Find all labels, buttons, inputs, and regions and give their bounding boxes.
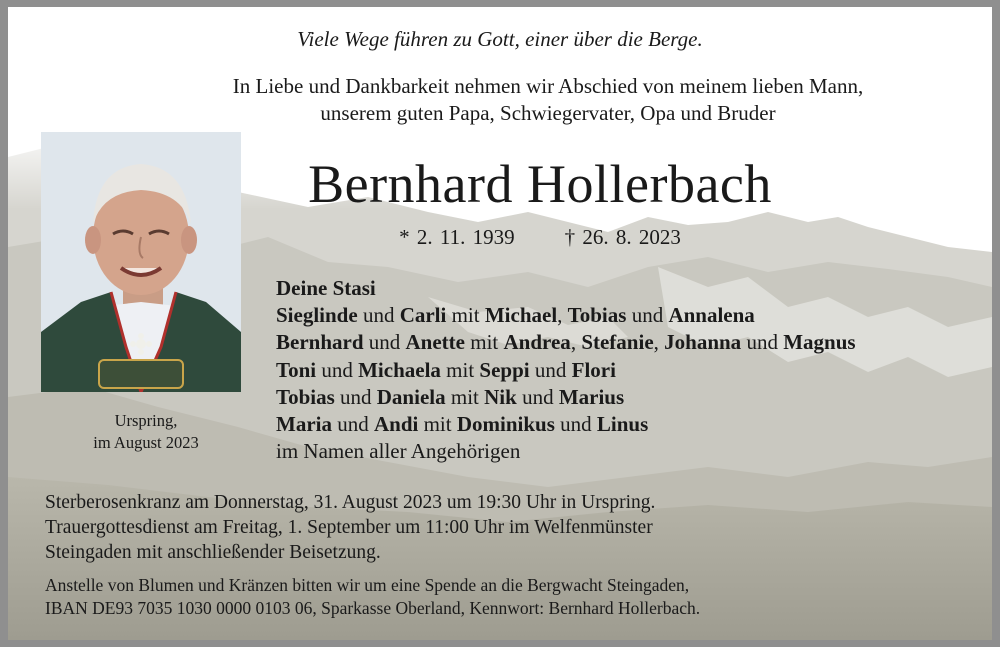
mourner-connector: und	[316, 357, 359, 382]
mourner-connector: und	[554, 412, 597, 437]
motto: Viele Wege führen zu Gott, einer über die Berge.	[297, 27, 703, 51]
service-line: Steingaden mit anschließender Beisetzung.	[45, 542, 381, 563]
mourner-line	[276, 438, 856, 465]
donation-info	[45, 574, 700, 620]
mourners-list	[276, 275, 856, 465]
mourner-name: Nik	[484, 384, 517, 409]
mourner-connector: mit	[465, 330, 504, 355]
mourner-connector: und	[334, 384, 377, 409]
mourner-name: Tobias	[567, 303, 627, 328]
deceased-name: Bernhard Hollerbach	[308, 154, 772, 214]
donation-line: IBAN DE93 7035 1030 0000 0103 06, Sparkasse Oberland, Kennwort: Bernhard Hollerbach.	[45, 598, 701, 618]
mourner-connector: ,	[653, 330, 665, 355]
mourner-name: Andrea	[503, 330, 571, 355]
life-dates	[270, 225, 810, 250]
mourner-connector: mit	[440, 357, 480, 382]
mourner-name: Michaela	[358, 357, 441, 382]
mourner-name: Johanna	[664, 330, 742, 355]
mourner-line	[276, 411, 856, 438]
mourner-name: Carli	[399, 303, 447, 328]
mourner-connector: im Namen aller Angehörigen	[276, 439, 521, 464]
service-line: Trauergottesdienst am Freitag, 1. September um 11:00 Uhr im Welfenmünster	[45, 517, 653, 538]
mourner-connector: mit	[418, 412, 457, 437]
mourner-name: Daniela	[376, 384, 446, 409]
mourner-connector: und	[357, 303, 400, 328]
intro-text	[163, 73, 933, 127]
mourner-line	[276, 384, 856, 411]
mourner-name: Bernhard	[276, 330, 364, 355]
mourner-connector: mit	[446, 303, 485, 328]
service-info	[45, 490, 655, 565]
mourner-connector: und	[516, 384, 559, 409]
portrait-illustration	[41, 132, 241, 392]
mourner-name: Magnus	[783, 330, 856, 355]
mourner-line	[276, 275, 856, 302]
intro-line: In Liebe und Dankbarkeit nehmen wir Abschied von meinem lieben Mann,	[232, 74, 864, 98]
death-date: † 26. 8. 2023	[564, 225, 681, 249]
mourner-name: Linus	[596, 412, 649, 437]
birth-date: * 2. 11. 1939	[399, 225, 515, 249]
mourner-line	[276, 357, 856, 384]
mourner-connector: und	[741, 330, 784, 355]
mourner-connector: und	[363, 330, 406, 355]
intro-line: unserem guten Papa, Schwiegervater, Opa und Bruder	[320, 101, 776, 125]
mourner-name: Sieglinde	[276, 303, 358, 328]
service-line: Sterberosenkranz am Donnerstag, 31. August 2023 um 19:30 Uhr in Urspring.	[45, 492, 656, 513]
mourner-name: Toni	[276, 357, 317, 382]
mourner-name: Anette	[405, 330, 465, 355]
mourner-connector: mit	[445, 384, 485, 409]
mourner-name: Andi	[373, 412, 419, 437]
mourner-name: Michael	[484, 303, 558, 328]
obituary-card	[8, 7, 992, 640]
caption-line: Urspring,	[114, 411, 178, 430]
donation-line: Anstelle von Blumen und Kränzen bitten wir um eine Spende an die Bergwacht Steingaden,	[45, 575, 690, 595]
mourner-name: Tobias	[276, 384, 335, 409]
mourner-connector: und	[529, 357, 572, 382]
mourner-name: Seppi	[479, 357, 530, 382]
mourner-name: Stefanie	[581, 330, 654, 355]
photo-caption	[56, 410, 236, 454]
caption-line: im August 2023	[93, 433, 199, 452]
mourner-name: Flori	[571, 357, 616, 382]
mourner-connector: ,	[557, 303, 568, 328]
portrait-photo	[41, 132, 241, 392]
mourner-connector: und	[331, 412, 374, 437]
mourner-name: Deine Stasi	[276, 276, 376, 300]
mourner-name: Marius	[558, 384, 625, 409]
mourner-connector: ,	[570, 330, 582, 355]
mourner-name: Maria	[276, 412, 332, 437]
mourner-name: Dominikus	[456, 412, 555, 437]
mourner-connector: und	[626, 303, 669, 328]
mourner-name: Annalena	[668, 303, 755, 328]
mourner-line	[276, 329, 856, 356]
mourner-line	[276, 302, 856, 329]
